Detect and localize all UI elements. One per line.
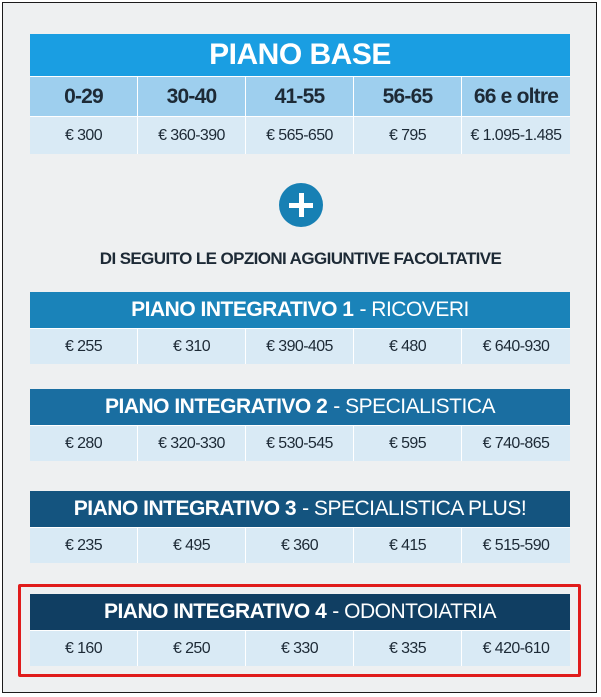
price-cell: € 360 [246, 527, 354, 563]
optional-plans-heading: DI SEGUITO LE OPZIONI AGGIUNTIVE FACOLTATIVE [99, 249, 502, 268]
price-cell: € 330 [246, 630, 354, 666]
price-cell: € 360-390 [138, 116, 246, 154]
price-cell: € 310 [138, 328, 246, 364]
price-cell: € 250 [138, 630, 246, 666]
price-cell: € 565-650 [246, 116, 354, 154]
price-cell: € 300 [30, 116, 138, 154]
plan-4-table [30, 594, 570, 666]
plan-2-title [30, 389, 570, 425]
price-cell: € 320-330 [138, 425, 246, 461]
price-cell: € 515-590 [462, 527, 570, 563]
plan-name: PIANO INTEGRATIVO 2 [104, 395, 328, 418]
price-cell: € 480 [354, 328, 462, 364]
plan-2-price-row [30, 425, 570, 461]
price-cell: € 640-930 [462, 328, 570, 364]
price-cell: € 390-405 [246, 328, 354, 364]
price-cell: € 335 [354, 630, 462, 666]
plan-2-table [30, 389, 570, 461]
plan-3-title [30, 491, 570, 527]
plan-4-title [30, 594, 570, 630]
price-cell: € 495 [138, 527, 246, 563]
price-cell: € 235 [30, 527, 138, 563]
plan-name: PIANO INTEGRATIVO 1 [131, 298, 354, 321]
age-header-cell: 66 e oltre [462, 76, 570, 116]
plan-1-table [30, 292, 570, 364]
plan-sub: - ODONTOIATRIA [332, 600, 497, 623]
price-cell: € 255 [30, 328, 138, 364]
plan-4-price-row [30, 630, 570, 666]
plan-sub: - SPECIALISTICA [333, 395, 496, 418]
base-price-row [30, 116, 570, 154]
plan-3-table [30, 491, 570, 563]
age-header-cell: 56-65 [354, 76, 462, 116]
price-cell: € 795 [354, 116, 462, 154]
plan-sub: - SPECIALISTICA PLUS! [302, 497, 527, 520]
age-header-cell: 30-40 [138, 76, 246, 116]
price-cell: € 530-545 [246, 425, 354, 461]
price-cell: € 1.095-1.485 [462, 116, 570, 154]
price-cell: € 280 [30, 425, 138, 461]
base-plan-table [30, 34, 570, 154]
price-cell: € 420-610 [462, 630, 570, 666]
price-cell: € 595 [354, 425, 462, 461]
plan-1-title [30, 292, 570, 328]
plan-sub: - RICOVERI [359, 298, 469, 321]
plan-name: PIANO INTEGRATIVO 4 [103, 600, 327, 623]
age-header-cell: 0-29 [30, 76, 138, 116]
price-cell: € 160 [30, 630, 138, 666]
plus-icon [279, 183, 323, 227]
plan-1-price-row [30, 328, 570, 364]
plan-name: PIANO INTEGRATIVO 3 [73, 497, 297, 520]
age-header-cell: 41-55 [246, 76, 354, 116]
price-cell: € 415 [354, 527, 462, 563]
price-cell: € 740-865 [462, 425, 570, 461]
age-header-row [30, 76, 570, 116]
base-plan-title: PIANO BASE [30, 34, 570, 76]
plan-3-price-row [30, 527, 570, 563]
